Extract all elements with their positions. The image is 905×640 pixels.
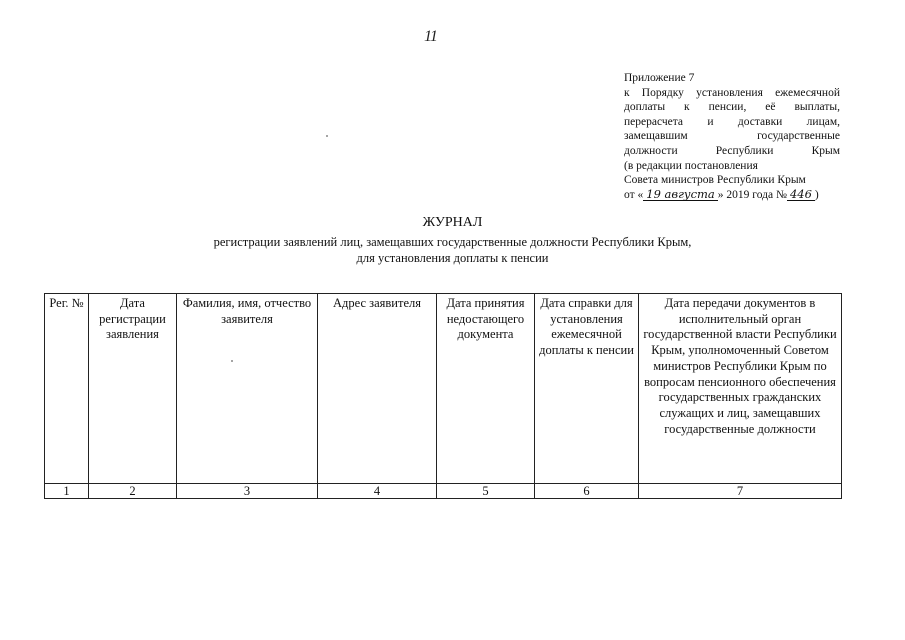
document-title: ЖУРНАЛ [422,215,483,230]
header-registration-date: Дата регистрации заявления [89,294,177,484]
appendix-line-6: должности Республики Крым [624,144,840,157]
header-applicant-address: Адрес заявителя [318,294,437,484]
appendix-line-5: замещавшим государственные [624,130,840,143]
date-prefix: от « [624,188,644,201]
journal-table [44,293,842,499]
document-subtitle-line-1: регистрации заявлений лиц, замещавших государственные должности Республики Крым, [213,235,692,249]
appendix-block [624,71,840,202]
appendix-line-8: Совета министров Республики Крым [624,174,806,187]
header-missing-document-date: Дата принятия недостающего документа [437,294,535,484]
column-number-cell: 7 [639,484,842,499]
column-number-cell: 3 [177,484,318,499]
handwritten-number: 446 [787,188,815,201]
column-number-cell: 5 [437,484,535,499]
scan-speck [326,135,328,137]
header-certificate-date: Дата справки для установления ежемесячной доплаты к пенсии [535,294,639,484]
date-middle: 2019 года № [726,188,787,201]
table-row [45,484,842,499]
column-number-cell: 2 [89,484,177,499]
appendix-line-1: Приложение 7 [624,72,695,84]
appendix-line-3: доплаты к пенсии, её выплаты, [624,101,840,114]
column-number-cell: 4 [318,484,437,499]
header-transfer-date: Дата передачи документов в исполнительный орган государственной власти Республики Крым, уполномоченный Советом министров Республики Крым по вопросам пенсионного обеспечения государственных гражданских служащих и лиц, замещавших государственные должности [639,294,842,484]
appendix-line-7: (в редакции постановления [624,159,758,172]
page-number: 11 [424,28,437,45]
column-number-cell: 6 [535,484,639,499]
appendix-date-line: от « 19 августа » 2019 года № 446 ) [624,186,819,201]
appendix-line-2: к Порядку установления ежемесячной [624,86,840,99]
header-reg-number: Рег. № [45,294,89,484]
appendix-line-4: перерасчета и доставки лицам, [624,115,840,128]
handwritten-date: 19 августа [643,188,718,201]
document-subtitle-line-2: для установления доплаты к пенсии [356,251,549,265]
column-number-cell: 1 [45,484,89,499]
table-header-row [45,294,842,484]
header-applicant-name: Фамилия, имя, отчество заявителя [177,294,318,484]
